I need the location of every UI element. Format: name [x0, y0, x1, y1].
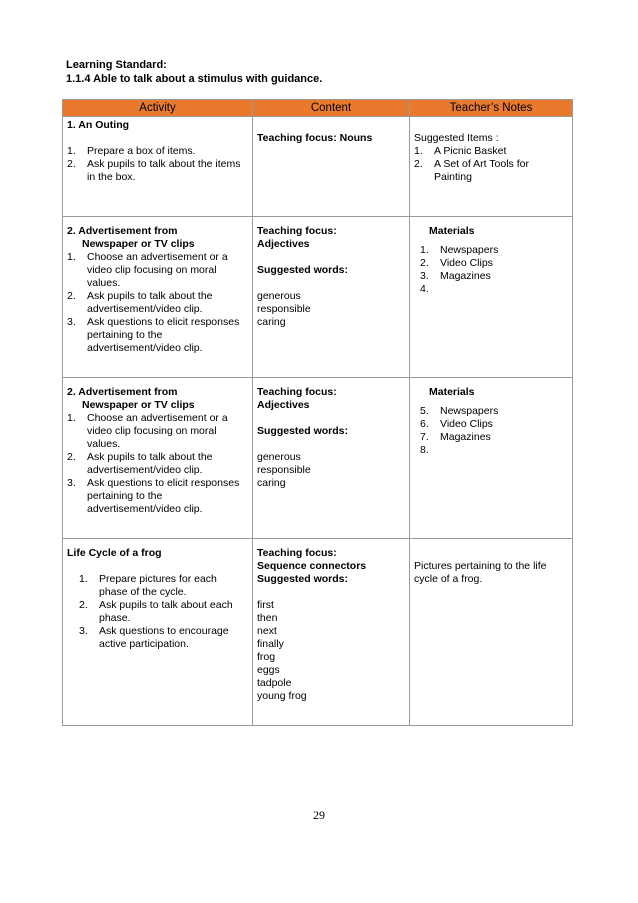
- table-row: [63, 217, 573, 378]
- activity-steps: [67, 145, 248, 184]
- notes-cell: [410, 378, 573, 539]
- list-item: 1. Choose an advertisement or a video clip focusing on moral values.: [67, 251, 228, 289]
- table-row: [63, 378, 573, 539]
- list-item: 1. Prepare a box of items.: [67, 145, 196, 157]
- notes-cell: [410, 117, 573, 217]
- list-item: 2. Ask pupils to talk about each phase.: [79, 599, 233, 624]
- suggested-word: caring: [257, 477, 286, 489]
- learning-standard-header: [66, 58, 322, 86]
- list-item: 2. Video Clips: [420, 257, 493, 269]
- content-cell: [253, 117, 410, 217]
- suggested-word: caring: [257, 316, 286, 328]
- suggested-word: young frog: [257, 690, 307, 702]
- notes-list: [414, 145, 568, 184]
- suggested-word: generous: [257, 451, 301, 463]
- activity-title: 1. An Outing: [67, 119, 130, 131]
- list-item: 2. Ask pupils to talk about the advertisement/video clip.: [67, 290, 213, 315]
- column-header-content: Content: [253, 100, 410, 117]
- suggested-word: eggs: [257, 664, 280, 676]
- suggested-word: responsible: [257, 464, 311, 476]
- suggested-word: responsible: [257, 303, 311, 315]
- suggested-word: finally: [257, 638, 284, 650]
- list-item: 1. A Picnic Basket: [414, 145, 507, 157]
- page-number: 29: [313, 808, 325, 822]
- content-cell: [253, 378, 410, 539]
- activity-steps: [67, 412, 248, 516]
- activity-cell: [63, 117, 253, 217]
- list-item: 2. A Set of Art Tools for Painting: [414, 158, 529, 183]
- list-item: 3. Ask questions to elicit responses pertaining to the advertisement/video clip.: [67, 477, 240, 515]
- activity-cell: [63, 217, 253, 378]
- suggested-words-label: Suggested words:: [257, 573, 349, 585]
- list-item: 1. Newspapers: [420, 244, 499, 256]
- notes-text: Pictures pertaining to the life cycle of a frog.: [414, 560, 547, 585]
- suggested-words-label: Suggested words:: [257, 425, 349, 437]
- materials-list: 1. Newspapers 2. Video Clips 3. Magazines 4.: [414, 244, 568, 283]
- list-item: 6. Video Clips: [420, 418, 493, 430]
- table-row: [63, 117, 573, 217]
- teaching-focus-value: Adjectives: [257, 399, 310, 411]
- suggested-word: frog: [257, 651, 276, 663]
- activity-steps: [67, 573, 248, 651]
- teaching-focus-value: Adjectives: [257, 238, 310, 250]
- suggested-word: generous: [257, 290, 301, 302]
- teaching-focus: Teaching focus:: [257, 547, 337, 559]
- column-header-activity: Activity: [63, 100, 253, 117]
- activity-title-cont: Newspaper or TV clips: [82, 238, 195, 250]
- suggested-word: then: [257, 612, 278, 624]
- activity-title-cont: Newspaper or TV clips: [82, 399, 195, 411]
- content-cell: [253, 217, 410, 378]
- table-header-row: [63, 100, 573, 117]
- suggested-word: tadpole: [257, 677, 292, 689]
- materials-list: 5. Newspapers 6. Video Clips 7. Magazines 8.: [414, 405, 568, 444]
- column-header-notes: Teacher’s Notes: [410, 100, 573, 117]
- list-item: 5. Newspapers: [420, 405, 499, 417]
- list-item: 1. Choose an advertisement or a video clip focusing on moral values.: [67, 412, 228, 450]
- teaching-focus: Teaching focus:: [257, 225, 337, 237]
- list-item: 2. Ask pupils to talk about the items in the box.: [67, 158, 241, 183]
- activity-cell: [63, 378, 253, 539]
- content-cell: [253, 539, 410, 726]
- suggested-words-label: Suggested words:: [257, 264, 349, 276]
- suggested-word: next: [257, 625, 277, 637]
- materials-title: Materials: [429, 386, 475, 398]
- activity-cell: [63, 539, 253, 726]
- list-item: 3. Ask questions to encourage active participation.: [79, 625, 229, 650]
- notes-cell: [410, 217, 573, 378]
- notes-title: Suggested Items :: [414, 132, 499, 144]
- list-item: 7. Magazines: [420, 431, 491, 443]
- activity-steps: [67, 251, 248, 355]
- teaching-focus: Teaching focus: Nouns: [257, 132, 373, 144]
- lesson-table: [62, 99, 573, 726]
- learning-standard-label: Learning Standard:: [66, 59, 167, 71]
- learning-standard-text: 1.1.4 Able to talk about a stimulus with guidance.: [66, 73, 323, 85]
- list-item: 3. Magazines: [420, 270, 491, 282]
- list-item: 3. Ask questions to elicit responses pertaining to the advertisement/video clip.: [67, 316, 240, 354]
- table-row: [63, 539, 573, 726]
- materials-title: Materials: [429, 225, 475, 237]
- teaching-focus: Teaching focus:: [257, 386, 337, 398]
- suggested-word: first: [257, 599, 274, 611]
- activity-title: 2. Advertisement from: [67, 225, 178, 237]
- teaching-focus-value: Sequence connectors: [257, 560, 367, 572]
- activity-title: Life Cycle of a frog: [67, 547, 162, 559]
- notes-cell: [410, 539, 573, 726]
- activity-title: 2. Advertisement from: [67, 386, 178, 398]
- list-item: 2. Ask pupils to talk about the advertisement/video clip.: [67, 451, 213, 476]
- list-item: 1. Prepare pictures for each phase of the cycle.: [79, 573, 217, 598]
